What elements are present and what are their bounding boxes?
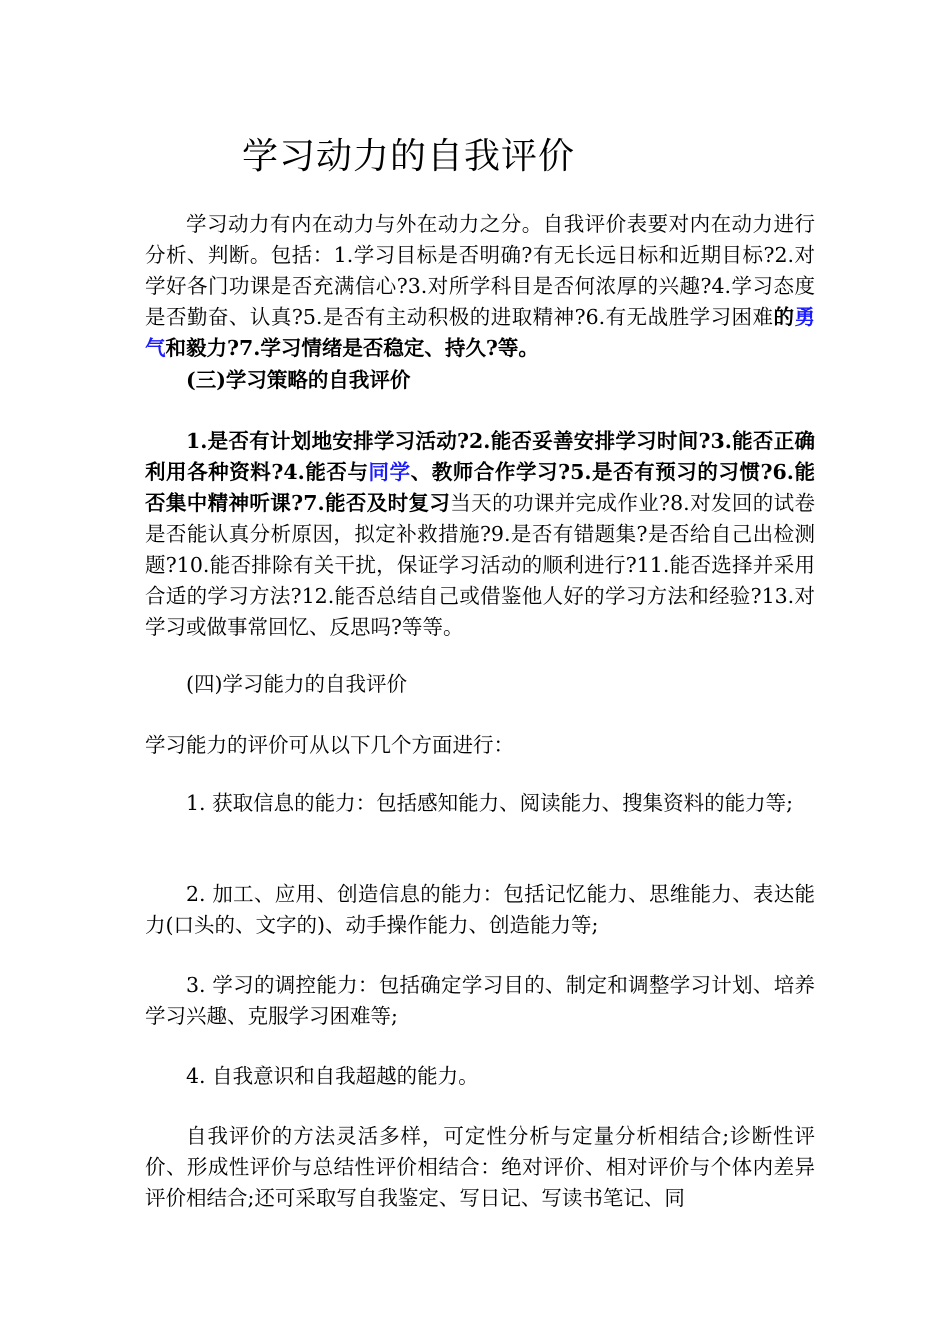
section-heading-strategy: (三)学习策略的自我评价 (186, 368, 411, 392)
strategy-bold-a: 1.是否有计划地安排学习活动?2.能否妥善安排学习时间?3.能否正确利用各种资料?4.能否与 (145, 429, 815, 484)
strategy-bold-b: 、教师合作学习?5.是否有预习的习惯?6.能否集中精神听课?7.能否及时复习 (145, 460, 815, 515)
document-title: 学习动力的自我评价 (242, 136, 576, 177)
section-heading-ability: (四)学习能力的自我评价 (186, 672, 407, 696)
paragraph-learning-strategy (145, 426, 815, 643)
ability-intro: 学习能力的评价可从以下几个方面进行： (145, 733, 514, 757)
strategy-rest: 当天的功课并完成作业?8.对发回的试卷是否能认真分析原因，拟定补救措施?9.是否有错题集?是否给自己出检测题?10.能否排除有关干扰，保证学习活动的顺利进行?11.能否选择并采用合适的学习方法?12.能否总结自己或借鉴他人好的学习方法和经验?13.对学习或做事常回忆、反思吗?等等。 (145, 491, 815, 639)
paragraph-learning-motivation (145, 209, 815, 364)
link-tongxue[interactable]: 同学 (368, 460, 411, 484)
list-item: 2. 加工、应用、创造信息的能力：包括记忆能力、思维能力、表达能力(口头的、文字的)、动手操作能力、创造能力等; (145, 882, 815, 937)
paragraph-evaluation-methods: 自我评价的方法灵活多样，可定性分析与定量分析相结合;诊断性评价、形成性评价与总结性评价相结合：绝对评价、相对评价与个体内差异评价相结合;还可采取写自我鉴定、写日记、写读书笔记、同 (145, 1124, 815, 1210)
list-item: 3. 学习的调控能力：包括确定学习目的、制定和调整学习计划、培养学习兴趣、克服学习困难等; (145, 973, 815, 1028)
list-item: 4. 自我意识和自我超越的能力。 (186, 1064, 479, 1088)
link-yongqi[interactable]: 勇气 (145, 305, 815, 360)
motivation-bold-de: 的 (773, 305, 795, 329)
motivation-bold-tail: 和毅力?7.学习情绪是否稳定、持久?等。 (165, 336, 539, 360)
list-item: 1. 获取信息的能力：包括感知能力、阅读能力、搜集资料的能力等; (186, 791, 793, 815)
motivation-text: 学习动力有内在动力与外在动力之分。自我评价表要对内在动力进行分析、判断。包括：1.学习目标是否明确?有无长远日标和近期目标?2.对学好各门功课是否充满信心?3.对所学科目是否何浓厚的兴趣?4.学习态度是否勤奋、认真?5.是否有主动积极的进取精神?6.有无战胜学习困难 (145, 212, 815, 329)
